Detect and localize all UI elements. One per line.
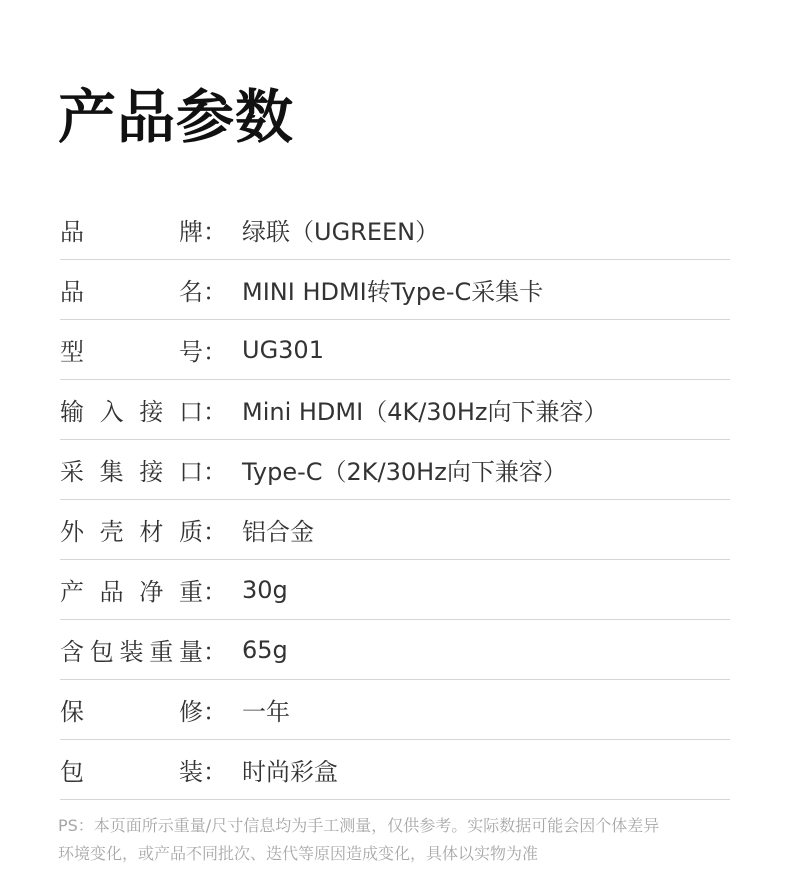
spec-label: 采 集 接 口 — [60, 458, 203, 486]
spec-label: 保 修 — [60, 698, 203, 726]
spec-colon: ： — [203, 398, 227, 426]
spec-value: UG301 — [242, 335, 324, 364]
spec-colon: ： — [203, 638, 227, 666]
spec-table — [60, 200, 730, 800]
spec-label: 含 包 装 重 量 — [60, 638, 203, 666]
spec-value: 一年 — [242, 698, 290, 726]
spec-value: 铝合金 — [242, 518, 314, 546]
spec-row — [60, 560, 730, 620]
spec-row — [60, 440, 730, 500]
spec-value: Type-C（2K/30Hz向下兼容） — [242, 458, 567, 486]
disclaimer-line-1: PS：本页面所示重量/尺寸信息均为手工测量，仅供参考。实际数据可能会因个体差异 — [58, 816, 660, 835]
disclaimer-note — [58, 812, 738, 868]
spec-label: 外 壳 材 质 — [60, 518, 203, 546]
spec-colon: ： — [203, 518, 227, 546]
spec-row — [60, 740, 730, 800]
spec-row — [60, 320, 730, 380]
spec-value: MINI HDMI转Type-C采集卡 — [242, 278, 544, 306]
spec-colon: ： — [203, 758, 227, 786]
spec-row — [60, 260, 730, 320]
spec-label: 产 品 净 重 — [60, 578, 203, 606]
spec-row — [60, 620, 730, 680]
spec-row — [60, 200, 730, 260]
spec-row — [60, 380, 730, 440]
page-title: 产品参数 — [58, 83, 295, 151]
spec-value: 30g — [242, 575, 288, 604]
spec-colon: ： — [203, 278, 227, 306]
spec-colon: ： — [203, 578, 227, 606]
spec-colon: ： — [203, 218, 227, 246]
spec-label: 品 牌 — [60, 218, 203, 246]
spec-value: 时尚彩盒 — [242, 758, 338, 786]
spec-colon: ： — [203, 698, 227, 726]
spec-label: 品 名 — [60, 278, 203, 306]
spec-colon: ： — [203, 458, 227, 486]
spec-label: 型 号 — [60, 338, 203, 366]
spec-row — [60, 500, 730, 560]
spec-row — [60, 680, 730, 740]
disclaimer-line-2: 环境变化，或产品不同批次、迭代等原因造成变化，具体以实物为准 — [58, 844, 539, 863]
spec-value: 绿联（UGREEN） — [242, 218, 440, 246]
spec-label: 输 入 接 口 — [60, 398, 203, 426]
spec-value: Mini HDMI（4K/30Hz向下兼容） — [242, 398, 608, 426]
spec-label: 包 装 — [60, 758, 203, 786]
spec-colon: ： — [203, 338, 227, 366]
spec-value: 65g — [242, 635, 288, 664]
